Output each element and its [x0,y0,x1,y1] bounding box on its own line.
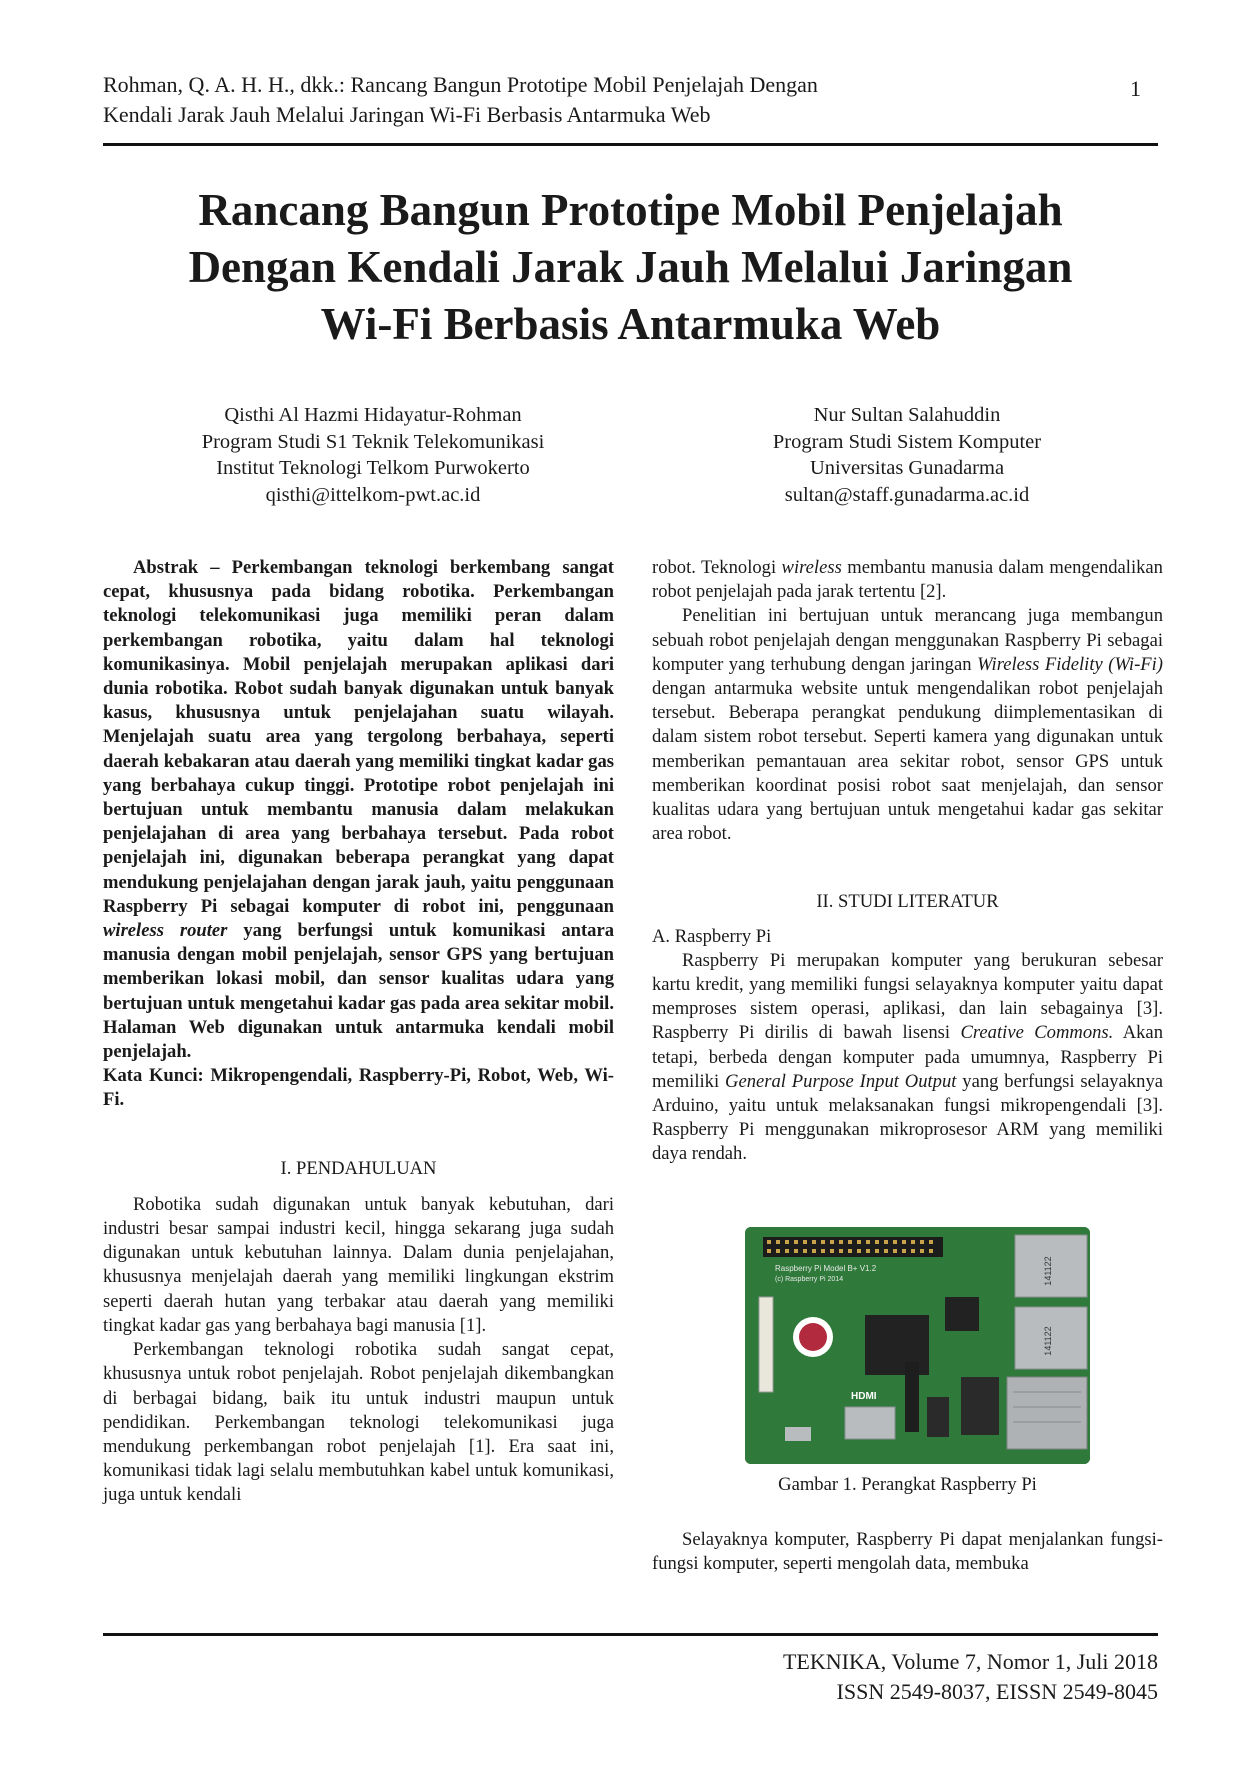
abstract-label: Abstrak [133,557,199,578]
running-header-line-1: Rohman, Q. A. H. H., dkk.: Rancang Bangun Prototipe Mobil Penjelajah Dengan [103,72,818,97]
footer-rule [103,1633,1158,1636]
right-paragraph-3: Selayaknya komputer, Raspberry Pi dapat menjalankan fungsi-fungsi komputer, seperti mengolah data, membuka [652,1529,1163,1575]
raspberry-pi-figure [745,1227,1090,1464]
running-header [103,70,1003,130]
journal-footer [600,1647,1158,1707]
author-name: Qisthi Al Hazmi Hidayatur-Rohman [224,404,522,426]
author-name: Nur Sultan Salahuddin [813,404,1001,426]
section-heading-1: I. PENDAHULUAN [280,1157,437,1179]
keywords [103,1064,614,1112]
keywords-list: Mikropengendali, Raspberry-Pi, Robot, Web, Wi-Fi. [103,1065,614,1111]
footer-line-1: TEKNIKA, Volume 7, Nomor 1, Juli 2018 [782,1649,1158,1674]
right-column-top [652,556,1163,1167]
abstract-italic: wireless router [103,920,228,942]
raspberry-pi-board-image [745,1227,1090,1464]
paper-title [103,182,1158,353]
subsection-heading-a: A. Raspberry Pi [652,925,772,947]
page-number: 1 [1130,76,1141,101]
title-line-1: Rancang Bangun Prototipe Mobil Penjelajah [198,185,1063,235]
author-email[interactable]: qisthi@ittelkom-pwt.ac.id [265,483,481,506]
keywords-label: Kata Kunci: [103,1065,204,1087]
author-institution: Universitas Gunadarma [809,457,1005,479]
intro-paragraph-1: Robotika sudah digunakan untuk banyak kebutuhan, dari industri besar sampai industri kecil, hingga sekarang juga sudah digunakan untuk kebutuhan lainnya. Dalam dunia penjelajahan, khususnya menjelajah daerah yang memiliki lingkungan ekstrim seperti daerah hutan yang terbakar atau daerah yang memiliki tingkat kadar gas yang berbahaya bagi manusia [1]. [103,1193,614,1336]
right-column-bottom [652,1528,1163,1576]
author-email[interactable]: sultan@staff.gunadarma.ac.id [784,483,1030,506]
right-paragraph-0: robot. Teknologi wireless membantu manusia dalam mengendalikan robot penjelajah pada jarak tertentu [2]. [652,557,1163,603]
title-line-2: Dengan Kendali Jarak Jauh Melalui Jaringan [188,242,1073,292]
title-line-3: Wi-Fi Berbasis Antarmuka Web [320,299,941,349]
header-rule [103,143,1158,146]
usb-port-label-2: 141122 [1043,1326,1053,1356]
usb-port-label-1: 141122 [1043,1256,1053,1286]
board-year-label: (c) Raspberry Pi 2014 [775,1276,844,1283]
running-header-line-2: Kendali Jarak Jauh Melalui Jaringan Wi-Fi Berbasis Antarmuka Web [103,102,711,127]
intro-paragraph-2: Perkembangan teknologi robotika sudah sangat cepat, khususnya untuk robot penjelajah. Robot penjelajah dikembangkan di berbagai bidang, baik itu untuk industri maupun untuk pendidikan. Perkembangan teknologi telekomunikasi juga mendukung perkembangan robot penjelajah [1]. Era saat ini, komunikasi tidak lagi selalu membutuhkan kabel untuk komunikasi, juga untuk kendali [103,1339,614,1506]
right-paragraph-2: Raspberry Pi merupakan komputer yang berukuran sebesar kartu kredit, yang memiliki fungsi selayaknya komputer yaitu dapat memproses sistem operasi, aplikasi, dan lain sebagainya [3]. Raspberry Pi dirilis di bawah lisensi Creative Commons. Akan tetapi, berbeda dengan komputer pada umumnya, Raspberry Pi memiliki General Purpose Input Output yang berfungsi selayaknya Arduino, yaitu untuk melaksanakan fungsi mikropengendali [3]. Raspberry Pi menggunakan mikroprosesor ARM yang memiliki daya rendah. [652,949,1163,1165]
right-paragraph-1: Penelitian ini bertujuan untuk merancang juga membangun sebuah robot penjelajah dengan menggunakan Raspberry Pi sebagai komputer yang terhubung dengan jaringan Wireless Fidelity (Wi-Fi) dengan antarmuka website untuk mengendalikan robot penjelajah tersebut. Beberapa perangkat pendukung diimplementasikan di dalam sistem robot tersebut. Seperti kamera yang digunakan untuk memberikan pemantauan area sekitar robot, sensor GPS untuk memberikan koordinat posisi robot saat menjelajah, dan sensor kualitas udara yang bertujuan untuk mengetahui kadar gas sekitar area robot. [652,605,1163,845]
author-program: Program Studi S1 Teknik Telekomunikasi [201,430,545,453]
abstract-text-1: Perkembangan teknologi berkembang sangat cepat, khususnya pada bidang robotika. Perkembangan teknologi telekomunikasi juga memiliki peran dalam perkembangan robotika, yaitu dalam hal teknologi komunikasinya. Mobil penjelajah merupakan aplikasi dari dunia robotika. Robot sudah banyak digunakan untuk banyak kasus, khususnya untuk penjelajahan suatu wilayah. Menjelajah suatu area yang tergolong berbahaya, seperti daerah kebakaran atau daerah yang memiliki tingkat kadar gas yang berbahaya cukup tinggi. Prototipe robot penjelajah ini bertujuan untuk membantu manusia dalam melakukan penjelajahan di area yang berbahaya tersebut. Pada robot penjelajah ini, digunakan beberapa perangkat yang dapat mendukung penjelajahan dengan jarak jauh, yaitu penggunaan Raspberry Pi sebagai komputer di robot ini, penggunaan [103,557,614,917]
hdmi-label: HDMI [851,1391,877,1402]
footer-line-2: ISSN 2549-8037, EISSN 2549-8045 [836,1679,1158,1704]
author-program: Program Studi Sistem Komputer [772,430,1042,453]
section-heading-2: II. STUDI LITERATUR [816,891,999,913]
board-model-label: Raspberry Pi Model B+ V1.2 [775,1264,877,1273]
author-block-1 [163,402,583,508]
abstract-text-2: yang berfungsi untuk komunikasi antara manusia dengan mobil penjelajah, sensor GPS yang bertujuan memberikan lokasi mobil, dan sensor kualitas udara yang bertujuan untuk mengetahui kadar gas pada area sekitar mobil. Halaman Web digunakan untuk antarmuka kendali mobil penjelajah. [103,920,615,1063]
author-institution: Institut Teknologi Telkom Purwokerto [216,457,530,479]
left-column [103,556,614,1508]
author-block-2 [697,402,1117,508]
figure-caption: Gambar 1. Perangkat Raspberry Pi [778,1474,1037,1495]
abstract: Abstrak – Perkembangan teknologi berkembang sangat cepat, khususnya pada bidang robotika. Perkembangan teknologi telekomunikasi juga memiliki peran dalam perkembangan robotika, yaitu dalam hal teknologi komunikasinya. Mobil penjelajah merupakan aplikasi dari dunia robotika. Robot sudah banyak digunakan untuk banyak kasus, khususnya untuk penjelajahan suatu wilayah. Menjelajah suatu area yang tergolong berbahaya, seperti daerah kebakaran atau daerah yang memiliki tingkat kadar gas yang berbahaya cukup tinggi. Prototipe robot penjelajah ini bertujuan untuk membantu manusia dalam melakukan penjelajahan di area yang berbahaya tersebut. Pada robot penjelajah ini, digunakan beberapa perangkat yang dapat mendukung penjelajahan dengan jarak jauh, yaitu penggunaan Raspberry Pi sebagai komputer di robot ini, penggunaan wireless router yang berfungsi untuk komunikasi antara manusia dengan mobil penjelajah, sensor GPS yang bertujuan memberikan lokasi mobil, dan sensor kualitas udara yang bertujuan untuk mengetahui kadar gas pada area sekitar mobil. Halaman Web digunakan untuk antarmuka kendali mobil penjelajah. [103,557,615,1063]
